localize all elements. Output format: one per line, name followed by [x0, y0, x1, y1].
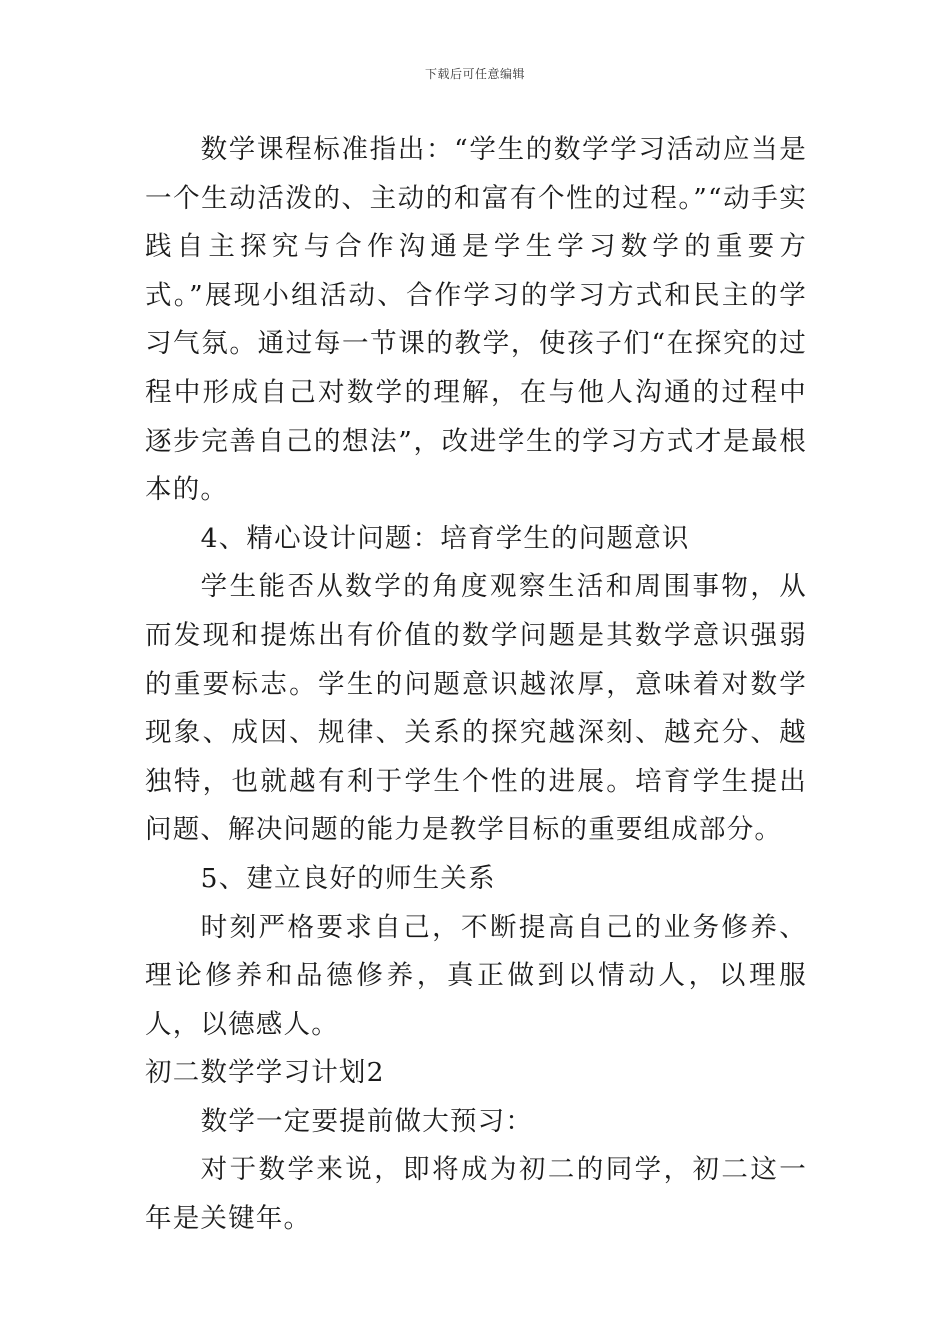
paragraph-curriculum-standard: 数学课程标准指出：“学生的数学学习活动应当是一个生动活泼的、主动的和富有个性的过程。”“动手实践自主探究与合作沟通是学生学习数学的重要方式。”展现小组活动、合作学习的学习方式和民主的学习气氛。通过每一节课的教学，使孩子们“在探究的过程中形成自己对数学的理解，在与他人沟通的过程中逐步完善自己的想法”，改进学生的学习方式才是最根本的。: [145, 134, 807, 506]
section-heading-4: 4、精心设计问题：培育学生的问题意识: [200, 522, 690, 554]
document-subtitle: 初二数学学习计划2: [145, 1057, 385, 1089]
paragraph-preview: 数学一定要提前做大预习：: [200, 1105, 534, 1137]
paragraph-problem-awareness: 学生能否从数学的角度观察生活和周围事物，从而发现和提炼出有价值的数学问题是其数学意识强弱的重要标志。学生的问题意识越浓厚，意味着对数学现象、成因、规律、关系的探究越深刻、越充分、越独特，也就越有利于学生个性的进展。培育学生提出问题、解决问题的能力是教学目标的重要组成部分。: [145, 571, 807, 846]
paragraph-teacher-student: 时刻严格要求自己，不断提高自己的业务修养、理论修养和品德修养，真正做到以情动人，以理服人，以德感人。: [145, 911, 807, 1040]
section-heading-5: 5、建立良好的师生关系: [200, 862, 496, 894]
paragraph-key-year: 对于数学来说，即将成为初二的同学，初二这一年是关键年。: [145, 1154, 807, 1235]
page-header-note: 下载后可任意编辑: [424, 67, 525, 81]
document-body: [145, 126, 807, 1244]
